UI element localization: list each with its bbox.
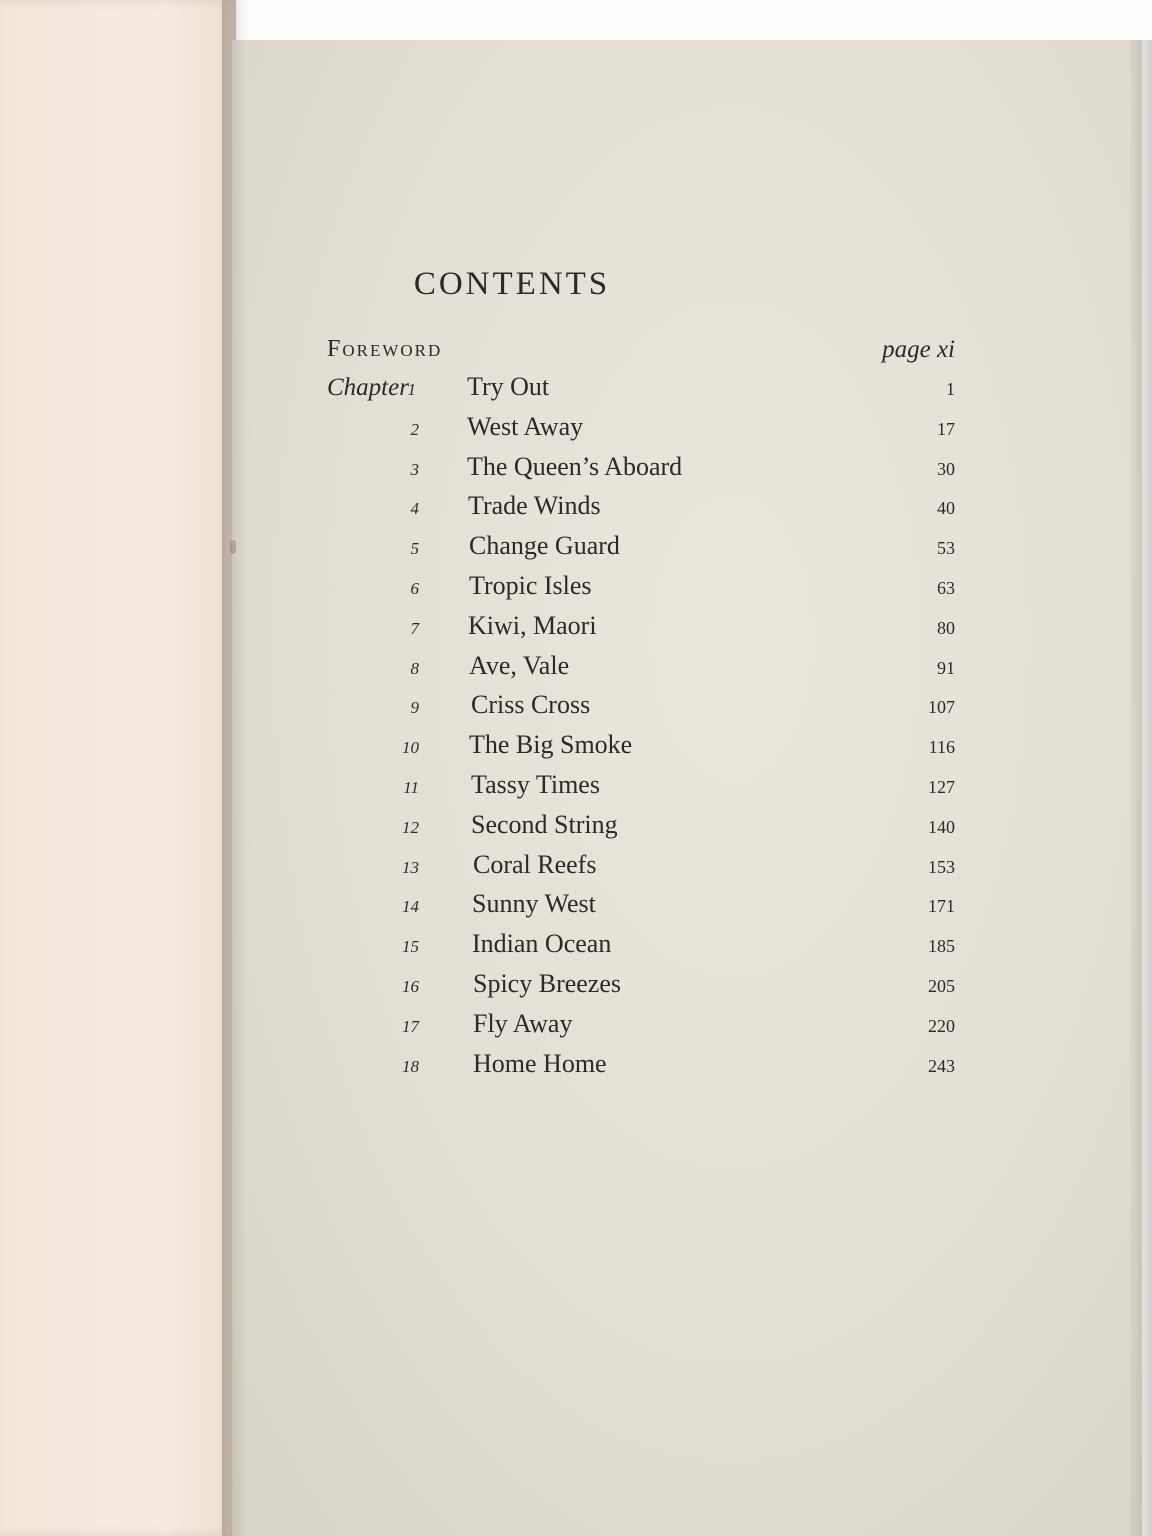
chapter-title: Kiwi, Maori xyxy=(468,610,597,640)
chapter-entry xyxy=(327,1049,955,1089)
chapter-list xyxy=(327,372,955,1088)
chapter-page-number: 243 xyxy=(928,1055,955,1076)
chapter-entry xyxy=(327,730,955,770)
chapter-page-number: 91 xyxy=(937,657,955,678)
chapter-entry xyxy=(327,1009,955,1049)
chapter-entry xyxy=(327,491,955,531)
chapter-number: 1 xyxy=(407,380,416,399)
chapter-title: Try Out xyxy=(467,372,550,401)
chapter-entry xyxy=(327,531,955,571)
chapter-entry xyxy=(327,611,955,651)
chapter-entry xyxy=(327,651,955,691)
chapter-entry xyxy=(327,850,955,890)
page-edge-shadow xyxy=(1130,40,1152,1536)
chapter-page-number: 185 xyxy=(928,936,955,957)
chapter-title: Ave, Vale xyxy=(469,650,570,680)
chapter-page-number: 53 xyxy=(937,538,955,559)
chapter-number: 9 xyxy=(410,698,419,718)
chapter-page-number: 127 xyxy=(928,776,955,797)
chapter-number: 13 xyxy=(402,857,419,877)
paper-speck xyxy=(230,540,236,554)
chapter-page-number: 153 xyxy=(928,856,955,877)
contents-heading: CONTENTS xyxy=(413,266,611,303)
chapter-number: 18 xyxy=(402,1056,419,1076)
chapter-title: Tassy Times xyxy=(471,769,600,799)
chapter-entry xyxy=(327,969,955,1009)
chapter-entry xyxy=(327,452,955,492)
chapter-page-number: 1 xyxy=(946,379,955,399)
chapter-title: Change Guard xyxy=(469,531,620,561)
chapter-title: Coral Reefs xyxy=(473,849,597,879)
chapter-entry xyxy=(327,412,955,452)
chapter-page-number: 30 xyxy=(937,458,955,479)
chapter-title: West Away xyxy=(467,411,584,441)
chapter-entry xyxy=(327,889,955,929)
chapter-title: The Queen’s Aboard xyxy=(467,451,683,481)
chapter-number: 10 xyxy=(402,738,419,758)
foreword-entry xyxy=(327,336,955,370)
chapter-entry xyxy=(327,571,955,611)
chapter-page-number: 140 xyxy=(928,816,955,837)
chapter-number: 3 xyxy=(410,459,419,479)
chapter-page-number: 80 xyxy=(937,617,955,638)
chapter-title: Spicy Breezes xyxy=(473,968,622,998)
chapter-title: Criss Cross xyxy=(471,690,591,720)
chapter-page-number: 171 xyxy=(928,896,955,917)
chapter-number: 4 xyxy=(410,499,419,519)
chapter-page-number: 63 xyxy=(937,577,955,598)
chapter-number: 16 xyxy=(402,976,419,996)
chapter-title: Indian Ocean xyxy=(472,929,612,959)
foreword-page: page xi xyxy=(882,336,955,363)
chapter-prefix: Chapter xyxy=(327,374,409,401)
chapter-entry xyxy=(327,810,955,850)
chapter-number: 2 xyxy=(410,419,419,439)
chapter-page-number: 220 xyxy=(928,1015,955,1036)
chapter-number: 15 xyxy=(402,937,419,957)
chapter-number: 17 xyxy=(402,1016,419,1036)
chapter-entry xyxy=(327,690,955,730)
chapter-title: The Big Smoke xyxy=(469,730,633,760)
left-page xyxy=(0,0,236,1536)
chapter-number: 11 xyxy=(403,777,419,797)
chapter-title: Home Home xyxy=(473,1048,607,1078)
chapter-number: 6 xyxy=(410,578,419,598)
chapter-number: 12 xyxy=(402,817,419,837)
chapter-page-number: 40 xyxy=(937,498,955,519)
chapter-title: Fly Away xyxy=(473,1008,573,1038)
chapter-number: 7 xyxy=(410,618,419,638)
chapter-page-number: 17 xyxy=(937,418,955,439)
chapter-title: Second String xyxy=(471,809,618,839)
chapter-entry xyxy=(327,372,955,412)
foreword-label: Foreword xyxy=(327,336,443,362)
chapter-title: Tropic Isles xyxy=(469,570,592,600)
chapter-number: 5 xyxy=(410,539,419,559)
chapter-page-number: 107 xyxy=(928,697,955,718)
chapter-title: Trade Winds xyxy=(468,491,601,521)
chapter-title: Sunny West xyxy=(472,889,596,919)
chapter-page-number: 205 xyxy=(928,975,955,996)
chapter-entry xyxy=(327,770,955,810)
chapter-page-number: 116 xyxy=(928,737,955,758)
chapter-number: 14 xyxy=(402,897,419,917)
gutter-shadow xyxy=(222,0,248,1536)
chapter-number: 8 xyxy=(410,658,419,678)
chapter-entry xyxy=(327,929,955,969)
